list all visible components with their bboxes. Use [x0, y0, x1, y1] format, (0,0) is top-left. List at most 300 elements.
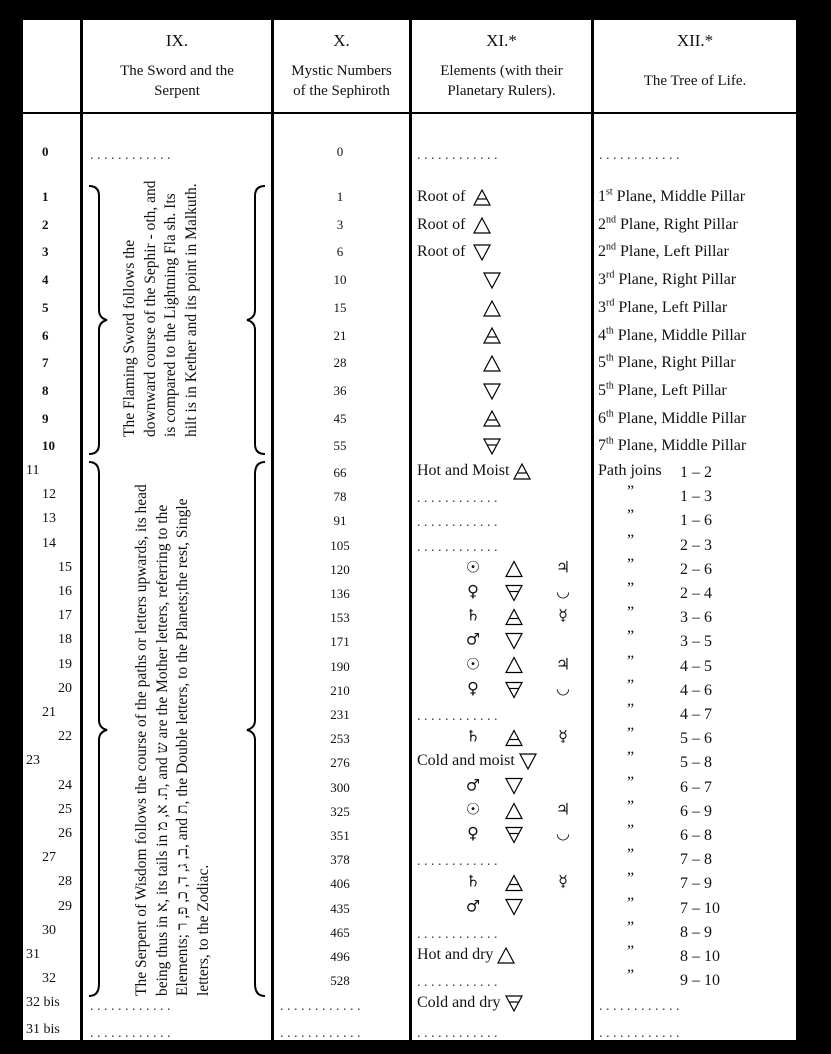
serpent-of-wisdom-text: The Serpent of Wisdom follows the course of the paths or letters upwards, its head being thus in א, its tails in ת. א, מ, and ש are the Mother letters, referring to the Elements; ב, ג, ד, כ, פ, ר, and ת, the Double letters, to the Planets;the rest, Single letters, to the Zodiac. — [133, 484, 212, 996]
water-element-icon — [505, 898, 523, 917]
plane-text: Plane, Left Pillar — [614, 298, 728, 316]
dot-leader: . . . . . . . . . . . . — [417, 854, 498, 870]
element-cell — [417, 215, 491, 235]
plane-ordinal: 7 — [598, 437, 606, 455]
row-number — [42, 969, 56, 989]
row-number-label: 21 — [42, 705, 56, 720]
xi-dots — [417, 707, 498, 727]
fire-element-icon — [497, 946, 515, 965]
element-label: Hot and Moist — [417, 462, 510, 479]
mystic-number-value: 55 — [333, 438, 347, 454]
air-element-icon — [505, 608, 523, 627]
mystic-number — [310, 511, 370, 531]
ordinal-suffix: st — [606, 186, 613, 198]
path-pair-value: 6 – 9 — [680, 802, 712, 820]
path-pair — [680, 511, 712, 531]
element-cell — [417, 945, 515, 965]
path-joins-label — [627, 627, 634, 647]
tree-of-life-cell — [598, 187, 745, 207]
tree-of-life-cell — [598, 298, 727, 318]
row-number-label: 15 — [58, 559, 72, 575]
element-cell — [483, 298, 501, 318]
mystic-number-value: 105 — [330, 537, 350, 553]
mystic-number — [310, 802, 370, 822]
row-number — [26, 1020, 60, 1040]
path-joins-label — [627, 966, 634, 986]
mystic-number-value: 91 — [333, 513, 347, 529]
row-number — [58, 558, 72, 578]
row-number-label: 31 bis — [26, 1022, 60, 1037]
row-number — [42, 534, 56, 554]
ordinal-suffix: nd — [606, 214, 616, 226]
ix-dots — [90, 1024, 171, 1044]
brace-right-facing-serpent — [89, 462, 107, 996]
plane-text: Plane, Middle Pillar — [613, 409, 747, 427]
path-joins-text: ” — [627, 604, 635, 622]
mystic-number-value: 276 — [330, 755, 350, 771]
xi-dots — [417, 852, 498, 872]
air-element-icon — [505, 729, 523, 748]
sun-icon: ☉ — [465, 799, 481, 819]
mystic-number — [310, 584, 370, 604]
path-pair — [680, 826, 712, 846]
row-number — [58, 679, 72, 699]
header-x-title-line2: of the Sephiroth — [293, 83, 390, 99]
plane-text: Plane, Middle Pillar — [613, 326, 747, 344]
brace-left-facing-sword — [247, 186, 265, 454]
element-planet-cell — [463, 606, 573, 627]
tree-of-life-cell — [598, 381, 727, 401]
water-element-icon — [519, 752, 537, 771]
path-pair — [680, 899, 720, 919]
mystic-number-value: 231 — [330, 707, 350, 722]
row-number — [42, 142, 49, 162]
xi-dots — [417, 513, 498, 533]
path-pair — [680, 536, 712, 556]
row-number — [58, 872, 72, 892]
path-joins-label — [627, 821, 634, 841]
dot-leader: . . . . . . . . . . . . — [599, 999, 680, 1014]
row-number-label: 29 — [58, 898, 72, 914]
mystic-number-value: 210 — [330, 682, 350, 698]
path-joins-label — [627, 676, 634, 696]
table-border-right — [796, 18, 799, 1042]
xi-dots — [417, 973, 498, 993]
row-number — [42, 270, 49, 290]
path-pair-value: 2 – 3 — [680, 536, 712, 554]
row-number — [42, 848, 56, 868]
row-number-label: 27 — [42, 850, 56, 866]
header-xi-number: XI.* — [486, 31, 517, 50]
plane-ordinal: 3 — [598, 271, 606, 289]
mystic-number — [310, 850, 370, 870]
water-element-icon — [505, 777, 523, 796]
mystic-number-value: 10 — [333, 272, 347, 288]
path-joins-text: ” — [627, 555, 635, 573]
fire-element-icon — [505, 559, 523, 578]
mystic-number-value: 15 — [333, 299, 347, 315]
path-joins-label — [627, 918, 634, 938]
element-planet-cell — [463, 799, 573, 820]
air-element-icon — [513, 462, 531, 481]
dot-leader: . . . . . . . . . . . . — [417, 926, 498, 942]
mystic-number-value: 435 — [330, 900, 350, 916]
mystic-number — [310, 187, 370, 207]
mystic-number-value: 190 — [330, 658, 350, 674]
path-joins-label — [627, 531, 634, 551]
element-planet-cell — [463, 824, 573, 845]
path-joins-text: ” — [627, 918, 635, 936]
element-label: Hot and dry — [417, 946, 494, 963]
fire-element-icon — [505, 656, 523, 675]
mystic-number-value: 253 — [330, 731, 350, 747]
path-joins-label — [598, 461, 662, 481]
path-joins-label — [627, 506, 634, 526]
path-joins-label — [627, 700, 634, 720]
mystic-number — [310, 729, 370, 749]
dot-leader: . . . . . . . . . . . . — [417, 709, 498, 724]
path-joins-label — [627, 652, 634, 672]
sun-icon: ☉ — [465, 557, 481, 577]
path-joins-text: ” — [627, 580, 635, 597]
mystic-number — [310, 298, 370, 318]
path-joins-text: ” — [627, 628, 635, 646]
row-number-label: 11 — [26, 463, 40, 478]
dot-leader: . . . . . . . . . . . . — [599, 1026, 680, 1041]
tree-of-life-cell — [598, 436, 746, 456]
row-number — [26, 461, 39, 481]
path-joins-text: ” — [627, 483, 635, 501]
jupiter-icon: ♃ — [555, 799, 571, 819]
path-pair — [680, 632, 712, 652]
element-label: Root of — [417, 188, 466, 205]
path-joins-text: ” — [627, 894, 635, 912]
mystic-number — [310, 899, 370, 919]
row-number — [42, 215, 49, 235]
row-number — [42, 242, 49, 262]
element-planet-cell — [463, 727, 573, 748]
mystic-number-value: 351 — [330, 828, 350, 843]
row-number-label: 26 — [58, 826, 72, 841]
element-planet-cell — [463, 872, 573, 893]
correspondence-table — [20, 18, 799, 1042]
mystic-number-value: 66 — [333, 465, 347, 480]
dot-leader: . . . . . . . . . . . . — [417, 515, 498, 531]
path-pair-value: 7 – 10 — [680, 899, 720, 917]
mystic-number-value: 0 — [336, 144, 344, 159]
ordinal-suffix: th — [606, 435, 614, 447]
path-joins-text: ” — [627, 507, 635, 525]
path-joins-label — [627, 603, 634, 623]
header-ix-title-line1: The Sword and the — [120, 63, 234, 79]
row-number-label: 16 — [58, 584, 72, 599]
ordinal-suffix: th — [606, 325, 614, 337]
moon-icon: ◡ — [556, 823, 570, 843]
row-number — [58, 727, 72, 747]
air-element-icon — [505, 874, 523, 893]
row-number — [58, 897, 72, 917]
mystic-number-value: 120 — [330, 561, 350, 577]
row-number — [58, 800, 72, 820]
earth-element-icon — [483, 437, 501, 456]
row-number-label: 12 — [42, 487, 56, 503]
element-cell — [483, 381, 501, 401]
mystic-number — [310, 608, 370, 628]
row-number-label: 8 — [42, 382, 49, 398]
path-pair-value: 4 – 6 — [680, 681, 712, 699]
row-number-label: 32 bis — [26, 995, 60, 1010]
tree-of-life-cell — [598, 409, 746, 429]
mystic-number-value: 36 — [333, 382, 347, 398]
mystic-number — [310, 753, 370, 773]
path-pair — [680, 923, 712, 943]
dot-leader: . . . . . . . . . . . . — [417, 491, 498, 507]
water-element-icon — [483, 382, 501, 401]
air-element-icon — [483, 326, 501, 345]
row-number — [42, 381, 49, 401]
row-number-label: 2 — [42, 216, 49, 232]
path-pair — [680, 584, 712, 604]
mystic-number — [310, 778, 370, 798]
ordinal-suffix: th — [606, 408, 614, 420]
xi-dots — [417, 489, 498, 509]
path-joins-text: ” — [627, 773, 635, 791]
row-number — [42, 326, 49, 346]
ordinal-suffix: rd — [606, 297, 615, 309]
plane-ordinal: 2 — [598, 243, 606, 261]
path-pair-value: 3 – 6 — [680, 609, 712, 627]
plane-ordinal: 2 — [598, 215, 606, 233]
plane-ordinal: 4 — [598, 326, 606, 344]
row-number-label: 17 — [58, 608, 72, 624]
element-cell — [417, 993, 523, 1013]
xii-dots — [599, 1024, 680, 1044]
column-divider — [409, 18, 412, 1042]
mystic-number — [310, 681, 370, 701]
mystic-number — [310, 657, 370, 677]
table-border-left — [20, 18, 23, 1042]
path-joins-text: ” — [627, 531, 635, 549]
mystic-number — [310, 463, 370, 483]
header-xii-number: XII.* — [676, 31, 714, 50]
ordinal-suffix: nd — [606, 242, 616, 254]
row-number — [42, 187, 49, 207]
water-element-icon — [505, 632, 523, 651]
path-joins-text: ” — [627, 701, 635, 718]
row-number-label: 20 — [58, 680, 72, 696]
element-planet-cell — [463, 630, 523, 651]
mystic-number — [310, 436, 370, 456]
row-number — [42, 921, 56, 941]
path-joins-label — [627, 555, 634, 575]
mystic-number-value: 6 — [336, 244, 344, 260]
earth-element-icon — [505, 994, 523, 1013]
mystic-number-value: 325 — [330, 803, 350, 819]
header-ix — [83, 18, 271, 112]
dot-leader: . . . . . . . . . . . . — [417, 148, 498, 163]
path-joins-text: ” — [627, 870, 635, 888]
row-number-label: 14 — [42, 535, 56, 551]
element-planet-cell — [463, 582, 573, 603]
element-cell — [483, 436, 501, 456]
row-number-label: 10 — [42, 438, 55, 454]
row-number — [58, 582, 72, 602]
element-cell — [483, 326, 501, 346]
air-element-icon — [483, 409, 501, 428]
x-dots — [280, 1024, 361, 1044]
earth-element-icon — [505, 583, 523, 602]
mystic-number — [310, 487, 370, 507]
row-number-label: 6 — [42, 327, 49, 343]
dot-leader: . . . . . . . . . . . . — [417, 975, 498, 991]
path-pair — [680, 850, 712, 870]
path-joins-text: ” — [627, 846, 635, 864]
mystic-number — [310, 560, 370, 580]
mystic-number — [310, 923, 370, 943]
mystic-number-value: 78 — [333, 489, 347, 505]
mystic-number-value: 406 — [330, 876, 350, 892]
brace-right-facing-sword — [89, 186, 107, 454]
plane-ordinal: 5 — [598, 381, 606, 399]
path-pair-value: 9 – 10 — [680, 972, 720, 990]
jupiter-icon: ♃ — [555, 557, 571, 577]
element-planet-cell — [463, 775, 523, 796]
header-ix-title-line2: Serpent — [154, 83, 200, 99]
mystic-number — [310, 826, 370, 846]
row-number — [58, 606, 72, 626]
water-element-icon — [483, 271, 501, 290]
mars-icon: ♂ — [465, 629, 481, 649]
mercury-icon: ☿ — [558, 726, 568, 746]
mystic-number — [310, 242, 370, 262]
path-joins-text: ” — [627, 943, 635, 960]
fire-element-icon — [483, 354, 501, 373]
row-number — [26, 751, 40, 771]
sun-icon: ☉ — [465, 654, 481, 674]
saturn-icon: ♄ — [465, 871, 481, 891]
row-number-label: 9 — [42, 410, 49, 426]
plane-text: Plane, Middle Pillar — [613, 437, 747, 455]
xi-dots — [417, 146, 498, 166]
mystic-number-value: 136 — [330, 586, 350, 601]
row-number-label: 0 — [42, 144, 49, 159]
tree-of-life-cell — [598, 270, 736, 290]
header-x-title-line1: Mystic Numbers — [291, 63, 392, 79]
path-pair-value: 1 – 2 — [680, 464, 712, 481]
path-pair — [680, 608, 712, 628]
row-number-label: 25 — [58, 801, 72, 817]
tree-of-life-cell — [598, 326, 746, 346]
mystic-number-value: 171 — [330, 634, 350, 650]
tree-of-life-cell — [598, 215, 738, 235]
path-pair-value: 5 – 8 — [680, 754, 712, 772]
row-number — [42, 509, 56, 529]
path-joins-text: ” — [627, 967, 635, 985]
header-xi-title-line1: Elements (with their — [440, 63, 563, 79]
path-joins-text: ” — [627, 797, 635, 815]
mystic-number-value: 1 — [336, 189, 344, 204]
row-number — [58, 824, 72, 844]
path-pair — [680, 947, 720, 967]
dot-leader: . . . . . . . . . . . . — [90, 999, 171, 1014]
dot-leader: . . . . . . . . . . . . — [90, 148, 171, 163]
row-number-label: 18 — [58, 632, 72, 648]
mars-icon: ♂ — [465, 896, 481, 916]
row-number-label: 30 — [42, 922, 56, 938]
path-pair-value: 2 – 4 — [680, 585, 712, 602]
row-number-label: 32 — [42, 971, 56, 987]
mystic-number — [310, 536, 370, 556]
mystic-number — [310, 270, 370, 290]
plane-ordinal: 3 — [598, 298, 606, 316]
row-number-label: 24 — [58, 777, 72, 793]
header-xii — [594, 18, 796, 112]
row-number-label: 22 — [58, 729, 72, 745]
row-number — [42, 298, 49, 318]
path-pair-value: 4 – 5 — [680, 657, 712, 675]
element-planet-cell — [463, 678, 573, 699]
row-number — [42, 436, 55, 456]
mystic-number-value: 153 — [330, 610, 350, 626]
dot-leader: . . . . . . . . . . . . — [417, 539, 498, 555]
fire-element-icon — [483, 299, 501, 318]
path-pair — [680, 802, 712, 822]
row-number-label: 23 — [26, 753, 40, 769]
row-number — [26, 993, 60, 1013]
mystic-number-value: 21 — [333, 327, 347, 343]
mystic-number — [310, 971, 370, 991]
row-number — [42, 485, 56, 505]
path-pair — [680, 753, 712, 773]
path-pair — [680, 971, 720, 991]
water-element-icon — [473, 243, 491, 262]
element-planet-cell — [463, 557, 573, 578]
dot-leader: . . . . . . . . . . . . — [417, 1026, 498, 1041]
path-pair-value: 7 – 8 — [680, 851, 712, 869]
row-number — [58, 655, 72, 675]
x-dots — [280, 997, 361, 1017]
row-number — [58, 776, 72, 796]
element-cell — [417, 461, 531, 481]
element-cell — [417, 751, 537, 771]
row-number-label: 28 — [58, 874, 72, 890]
row-number-label: 31 — [26, 947, 40, 962]
path-pair-value: 5 – 6 — [680, 730, 712, 748]
mystic-number — [310, 705, 370, 725]
ordinal-suffix: th — [606, 380, 614, 392]
xi-dots — [417, 538, 498, 558]
element-cell — [483, 409, 501, 429]
header-x — [274, 18, 409, 112]
element-label: Root of — [417, 215, 466, 233]
xii-dots — [599, 146, 680, 166]
path-pair — [680, 705, 712, 725]
dot-leader: . . . . . . . . . . . . — [280, 999, 361, 1014]
mystic-number-value: 465 — [330, 924, 350, 940]
path-pair-value: 8 – 10 — [680, 948, 720, 965]
mystic-number — [310, 409, 370, 429]
column-divider — [591, 18, 594, 1042]
path-pair — [680, 560, 712, 580]
header-ix-number: IX. — [165, 31, 189, 50]
fire-element-icon — [473, 216, 491, 235]
path-pair-value: 4 – 7 — [680, 706, 712, 723]
mystic-number-value: 28 — [333, 355, 347, 371]
element-planet-cell — [463, 654, 573, 675]
venus-icon: ♀ — [467, 581, 479, 601]
tree-of-life-cell — [598, 353, 736, 373]
mystic-number — [310, 142, 370, 162]
